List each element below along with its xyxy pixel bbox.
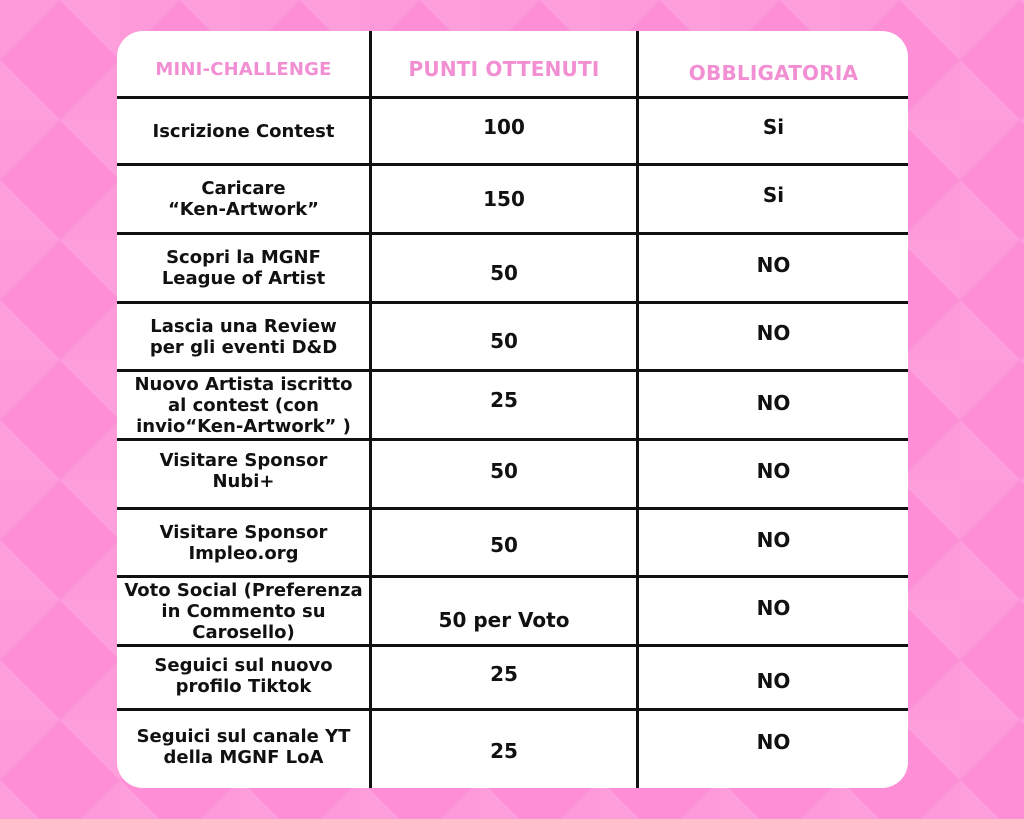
points-cell: 50 bbox=[490, 533, 518, 557]
points-cell: 150 bbox=[483, 187, 525, 211]
points-cell: 25 bbox=[490, 739, 518, 763]
challenge-cell: Seguici sul nuovo profilo Tiktok bbox=[154, 655, 333, 697]
points-cell: 50 bbox=[490, 328, 518, 353]
mandatory-cell: NO bbox=[756, 528, 791, 552]
mandatory-cell: NO bbox=[756, 321, 791, 345]
column-header-mandatory: OBBLIGATORIA bbox=[688, 61, 859, 85]
challenge-cell: Scopri la MGNF League of Artist bbox=[161, 247, 326, 289]
mandatory-cell: Si bbox=[762, 183, 785, 207]
points-cell: 25 bbox=[490, 662, 518, 686]
challenge-cell: Lascia una Review per gli eventi D&D bbox=[149, 315, 338, 358]
points-cell: 50 per Voto bbox=[438, 608, 570, 632]
column-header-challenge: MINI-CHALLENGE bbox=[155, 58, 332, 80]
mandatory-cell: NO bbox=[756, 669, 791, 693]
points-cell: 50 bbox=[490, 459, 518, 483]
challenge-cell: Caricare “Ken-Artwork” bbox=[167, 178, 320, 220]
mandatory-cell: NO bbox=[756, 253, 791, 277]
challenge-cell: Visitare Sponsor Impleo.org bbox=[159, 522, 328, 564]
mandatory-cell: NO bbox=[756, 391, 791, 415]
challenge-cell: Voto Social (Preferenza in Commento su Carosello) bbox=[124, 579, 363, 643]
mandatory-cell: NO bbox=[756, 596, 791, 620]
challenge-cell: Nuovo Artista iscritto al contest (con invio“Ken-Artwork” ) bbox=[134, 373, 353, 437]
mandatory-cell: NO bbox=[756, 459, 791, 483]
mandatory-cell: Si bbox=[762, 115, 785, 139]
points-cell: 25 bbox=[490, 388, 518, 412]
challenge-cell: Seguici sul canale YT della MGNF LoA bbox=[136, 726, 351, 768]
mandatory-cell: NO bbox=[756, 730, 791, 754]
points-cell: 100 bbox=[483, 115, 525, 139]
challenge-cell: Visitare Sponsor Nubi+ bbox=[159, 450, 328, 492]
challenge-cell: Iscrizione Contest bbox=[152, 120, 335, 142]
column-header-points: PUNTI OTTENUTI bbox=[408, 57, 600, 81]
points-cell: 50 bbox=[490, 261, 518, 285]
